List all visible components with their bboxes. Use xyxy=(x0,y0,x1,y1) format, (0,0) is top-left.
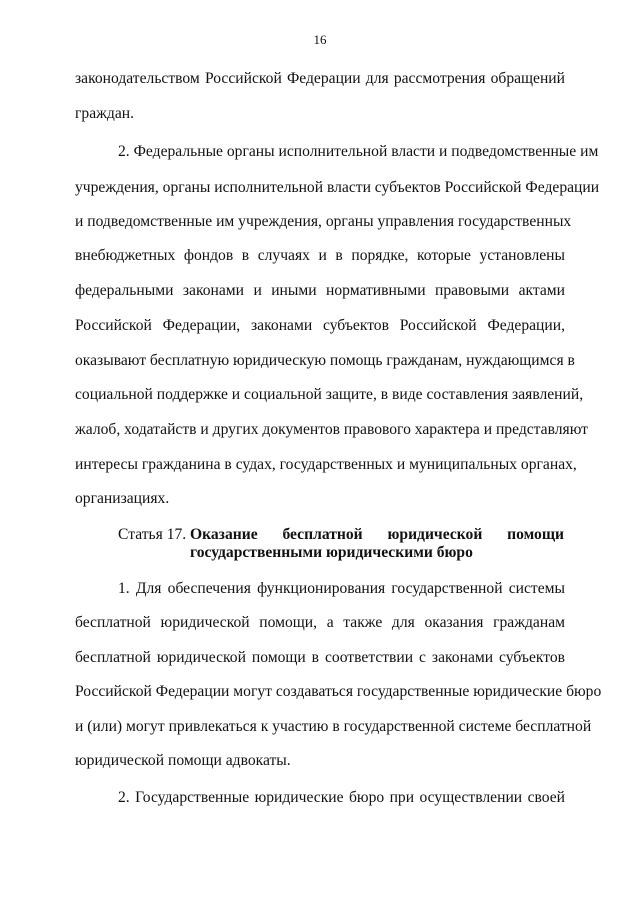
text-line: бесплатной юридической помощи в соответствии с законами субъектов xyxy=(75,649,565,666)
article-label: Статья 17. xyxy=(118,526,187,543)
text-line: организациях. xyxy=(75,490,170,507)
article-title: Оказание бесплатной юридической помощи xyxy=(190,526,564,543)
text-line: внебюджетных фондов в случаях и в порядке, которые установлены xyxy=(75,247,565,264)
text-line: 1. Для обеспечения функционирования государственной системы xyxy=(118,580,565,597)
text-line: федеральными законами и иными нормативными правовыми актами xyxy=(75,282,565,299)
text-line: и подведомственные им учреждения, органы управления государственных xyxy=(75,213,572,230)
text-line: Российской Федерации, законами субъектов Российской Федерации, xyxy=(75,317,565,334)
text-line: учреждения, органы исполнительной власти субъектов Российской Федерации xyxy=(75,179,600,196)
text-line: 2. Федеральные органы исполнительной власти и подведомственные им xyxy=(118,143,599,160)
text-line: жалоб, ходатайств и других документов правового характера и представляют xyxy=(75,421,588,438)
text-line: социальной поддержке и социальной защите, в виде составления заявлений, xyxy=(75,386,584,403)
text-line: граждан. xyxy=(75,105,134,122)
article-title-continued: государственными юридическими бюро xyxy=(190,544,473,561)
text-line: и (или) могут привлекаться к участию в государственной системе бесплатной xyxy=(75,718,592,735)
page-number: 16 xyxy=(313,32,327,47)
text-line: оказывают бесплатную юридическую помощь гражданам, нуждающимся в xyxy=(75,352,575,369)
text-line: 2. Государственные юридические бюро при осуществлении своей xyxy=(118,789,565,806)
text-line: бесплатной юридической помощи, а также для оказания гражданам xyxy=(75,614,565,631)
text-line: интересы гражданина в судах, государственных и муниципальных органах, xyxy=(75,456,577,473)
text-line: законодательством Российской Федерации для рассмотрения обращений xyxy=(75,70,565,87)
text-line: юридической помощи адвокаты. xyxy=(75,752,291,769)
text-line: Российской Федерации могут создаваться государственные юридические бюро xyxy=(75,683,602,700)
